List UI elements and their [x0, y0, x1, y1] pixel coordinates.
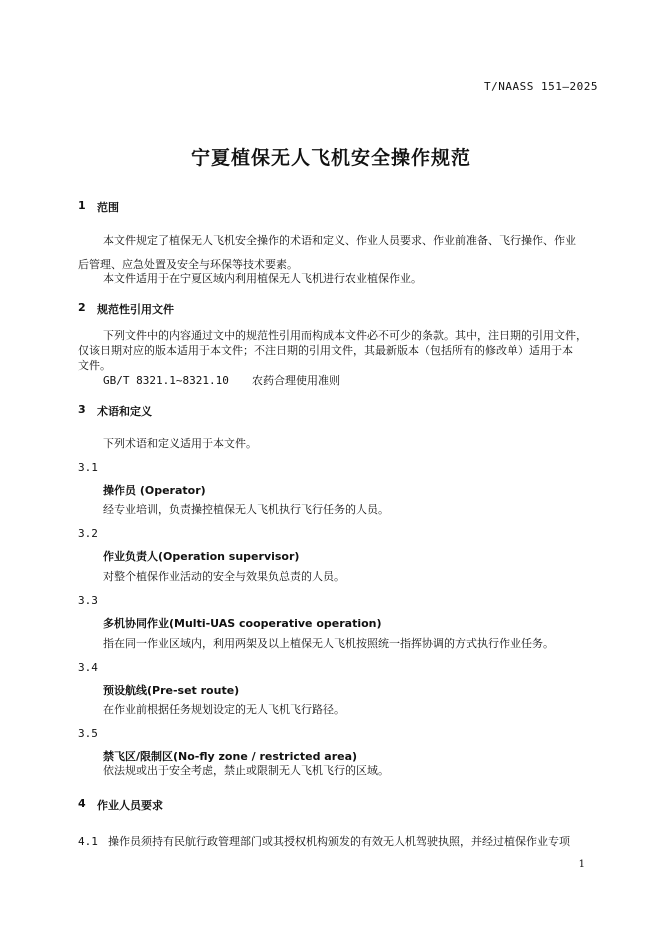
- term-definition: 在作业前根据任务规划设定的无人飞机飞行路径。: [103, 703, 345, 716]
- term-number: 3.2: [78, 527, 98, 540]
- section-4-heading: 作业人员要求: [97, 799, 163, 812]
- term-name: 禁飞区/限制区(No-fly zone / restricted area): [103, 750, 358, 763]
- section-1-paragraph-2: 本文件适用于在宁夏区域内利用植保无人飞机进行农业植保作业。: [103, 272, 422, 285]
- term-definition: 依法规或出于安全考虑，禁止或限制无人飞机飞行的区域。: [103, 764, 389, 777]
- page-number: 1: [578, 859, 585, 870]
- term-name: 预设航线(Pre-set route): [103, 684, 240, 697]
- term-definition: 经专业培训，负责操控植保无人飞机执行飞行任务的人员。: [103, 503, 389, 516]
- term-name: 作业负责人(Operation supervisor): [103, 550, 300, 563]
- section-1-paragraph-1-line-2: 后管理、应急处置及安全与环保等技术要素。: [78, 258, 298, 271]
- term-number: 3.4: [78, 661, 98, 674]
- document-number: T/NAASS 151—2025: [484, 80, 598, 93]
- reference-standard-code: GB/T 8321.1~8321.10: [103, 374, 229, 387]
- section-1-paragraph-1-line-1: 本文件规定了植保无人飞机安全操作的术语和定义、作业人员要求、作业前准备、飞行操作、作业: [103, 234, 576, 247]
- term-definition: 指在同一作业区域内，利用两架及以上植保无人飞机按照统一指挥协调的方式执行作业任务。: [103, 637, 554, 650]
- section-1-number: 1: [78, 199, 86, 212]
- section-4-number: 4: [78, 797, 86, 810]
- section-3-heading: 术语和定义: [97, 405, 152, 418]
- section-3-intro: 下列术语和定义适用于本文件。: [103, 437, 257, 450]
- term-number: 3.3: [78, 594, 98, 607]
- section-2-paragraph-line-2: 仅该日期对应的版本适用于本文件；不注日期的引用文件，其最新版本（包括所有的修改单）适用于本: [78, 344, 573, 357]
- section-2-paragraph-line-1: 下列文件中的内容通过文中的规范性引用而构成本文件必不可少的条款。其中，注日期的引用文件，: [103, 329, 587, 342]
- section-3-number: 3: [78, 403, 86, 416]
- section-2-number: 2: [78, 301, 86, 314]
- section-1-heading: 范围: [97, 201, 119, 214]
- reference-standard-title: 农药合理使用准则: [252, 374, 340, 387]
- document-title: 宁夏植保无人飞机安全操作规范: [190, 147, 471, 169]
- clause-text: 操作员须持有民航行政管理部门或其授权机构颁发的有效无人机驾驶执照，并经过植保作业专项: [108, 835, 570, 848]
- section-2-heading: 规范性引用文件: [97, 303, 174, 316]
- term-definition: 对整个植保作业活动的安全与效果负总责的人员。: [103, 570, 345, 583]
- term-number: 3.5: [78, 727, 98, 740]
- clause-number: 4.1: [78, 835, 98, 848]
- term-name: 操作员 (Operator): [103, 484, 206, 497]
- term-number: 3.1: [78, 461, 98, 474]
- term-name: 多机协同作业(Multi-UAS cooperative operation): [103, 617, 382, 630]
- section-2-paragraph-line-3: 文件。: [78, 359, 111, 372]
